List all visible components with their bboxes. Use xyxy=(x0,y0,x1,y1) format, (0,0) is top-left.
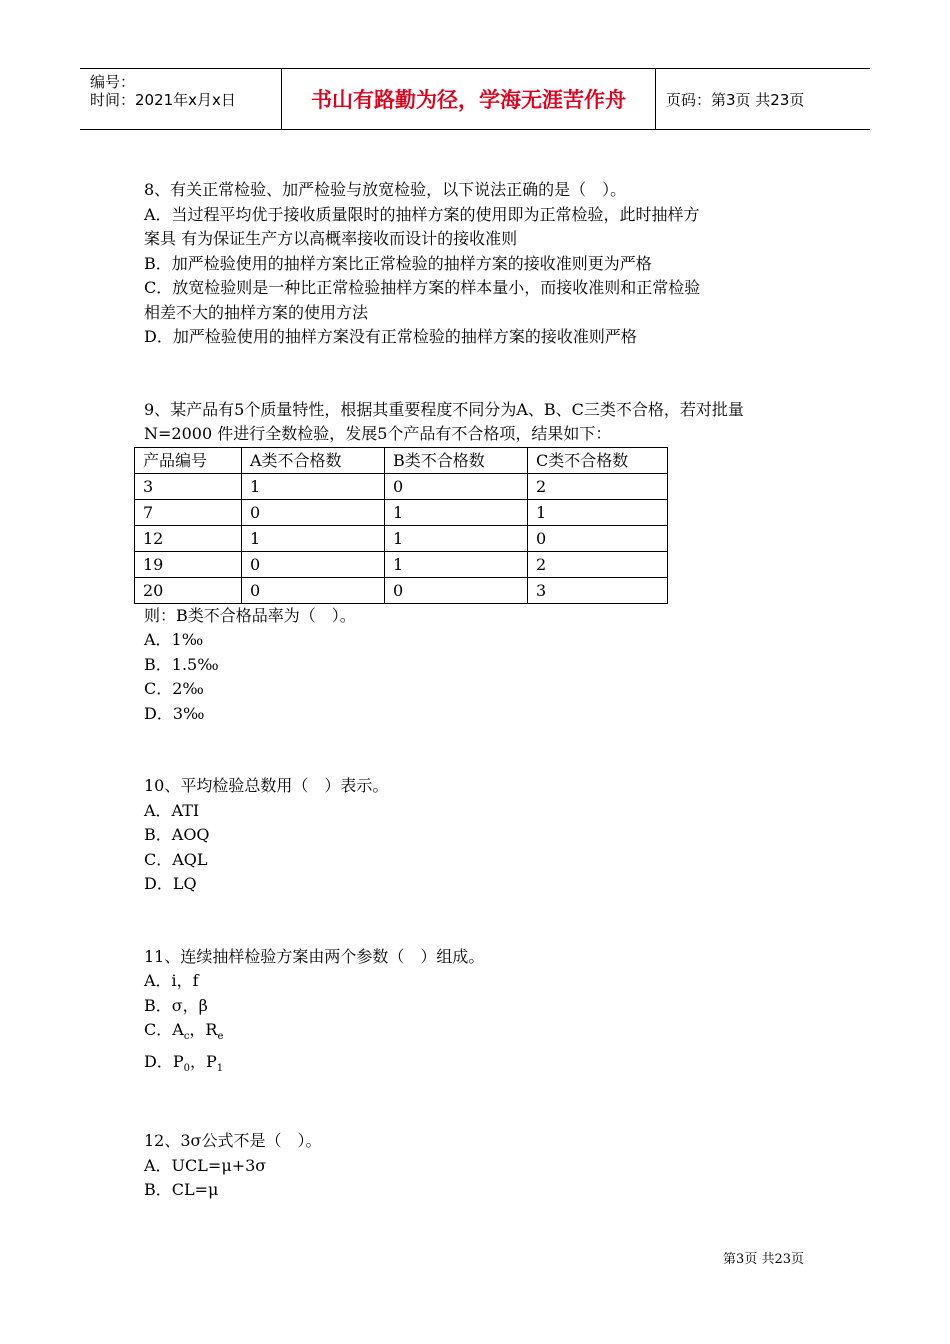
table-cell: 2 xyxy=(528,551,668,577)
table-cell: 3 xyxy=(135,473,242,499)
table-cell: 12 xyxy=(135,525,242,551)
table-header-cell: B类不合格数 xyxy=(385,447,528,473)
q10-option-d: D．LQ xyxy=(144,874,197,893)
q9-stem-line2: N=2000 件进行全数检验，发展5个产品有不合格项，结果如下： xyxy=(144,424,612,443)
q11-d-mid: ，P xyxy=(189,1051,217,1071)
table-cell: 0 xyxy=(528,525,668,551)
document-body xyxy=(144,178,816,1203)
page-footer: 第3页 共23页 xyxy=(723,1252,804,1267)
q9-stem-line1: 9、某产品有5个质量特性，根据其重要程度不同分为A、B、C三类不合格，若对批量 xyxy=(144,399,744,419)
table-row xyxy=(135,499,668,525)
q9-option-d: D．3‰ xyxy=(144,703,205,723)
question-10 xyxy=(144,774,816,897)
q10-option-b: B．AOQ xyxy=(144,825,210,844)
table-header-cell: A类不合格数 xyxy=(242,447,385,473)
q11-c-prefix: C．A xyxy=(144,1020,184,1039)
table-cell: 1 xyxy=(528,499,668,525)
table-cell: 0 xyxy=(242,577,385,603)
q11-c-sub1: c xyxy=(183,1031,190,1043)
q8-option-c-line1: C．放宽检验则是一种比正常检验抽样方案的样本量小，而接收准则和正常检验 xyxy=(144,278,701,297)
time-label: 时间：2021年x月x日 xyxy=(90,91,236,109)
question-11 xyxy=(144,945,816,1082)
table-row xyxy=(135,473,668,499)
q11-option-a: A．i，f xyxy=(144,971,199,990)
q10-stem: 10、平均检验总数用（ ）表示。 xyxy=(144,776,389,795)
number-label: 编号： xyxy=(90,73,136,91)
table-cell: 1 xyxy=(385,551,528,577)
header-page-info: 页码：第3页 共23页 xyxy=(666,90,805,109)
q9-tail: 则：B类不合格品率为（ ）。 xyxy=(144,605,356,625)
q8-stem: 8、有关正常检验、加严检验与放宽检验，以下说法正确的是（ ）。 xyxy=(144,180,627,199)
table-cell: 0 xyxy=(242,499,385,525)
table-row xyxy=(135,551,668,577)
question-9 xyxy=(144,398,816,727)
table-cell: 0 xyxy=(385,577,528,603)
page-header xyxy=(80,68,870,130)
table-row xyxy=(135,577,668,603)
table-cell: 1 xyxy=(385,499,528,525)
table-cell: 0 xyxy=(242,551,385,577)
q11-stem: 11、连续抽样检验方案由两个参数（ ）组成。 xyxy=(144,946,485,966)
q11-c-mid: ，R xyxy=(189,1020,218,1039)
q8-option-a-line1: A．当过程平均优于接收质量限时的抽样方案的使用即为正常检验，此时抽样方 xyxy=(144,204,700,224)
table-cell: 1 xyxy=(385,525,528,551)
q11-c-sub2: e xyxy=(217,1031,224,1043)
q11-option-d xyxy=(144,1050,816,1082)
table-cell: 7 xyxy=(135,499,242,525)
table-header-row xyxy=(135,447,668,473)
q11-d-sub1: 0 xyxy=(183,1062,190,1074)
q10-option-a: A．ATI xyxy=(144,800,200,820)
table-cell: 1 xyxy=(242,525,385,551)
q8-option-a-line2: 案具 有为保证生产方以高概率接收而设计的接收准则 xyxy=(144,229,518,248)
table-cell: 2 xyxy=(528,473,668,499)
table-row xyxy=(135,525,668,551)
q12-option-b: B．CL=μ xyxy=(144,1180,219,1200)
table-cell: 3 xyxy=(528,577,668,603)
q11-d-prefix: D．P xyxy=(144,1051,184,1071)
q11-option-c xyxy=(144,1018,816,1050)
q9-option-c: C．2‰ xyxy=(144,679,204,698)
q11-d-sub2: 1 xyxy=(216,1062,224,1074)
defect-table xyxy=(134,447,668,604)
table-cell: 1 xyxy=(242,473,385,499)
header-motto: 书山有路勤为径，学海无涯苦作舟 xyxy=(281,69,656,129)
q8-option-b: B．加严检验使用的抽样方案比正常检验的抽样方案的接收准则更为严格 xyxy=(144,253,652,273)
table-header-cell: 产品编号 xyxy=(135,447,242,473)
q12-option-a: A．UCL=μ+3σ xyxy=(144,1155,267,1175)
q9-option-b: B．1.5‰ xyxy=(144,654,219,674)
q10-option-c: C．AQL xyxy=(144,849,208,869)
q11-option-b: B．σ，β xyxy=(144,995,208,1015)
q9-option-a: A．1‰ xyxy=(144,630,204,649)
question-12 xyxy=(144,1129,816,1203)
table-header-cell: C类不合格数 xyxy=(528,447,668,473)
table-cell: 20 xyxy=(135,577,242,603)
q8-option-d: D．加严检验使用的抽样方案没有正常检验的抽样方案的接收准则严格 xyxy=(144,327,637,346)
table-cell: 19 xyxy=(135,551,242,577)
table-cell: 0 xyxy=(385,473,528,499)
q12-stem: 12、3σ公式不是（ ）。 xyxy=(144,1131,322,1151)
q8-option-c-line2: 相差不大的抽样方案的使用方法 xyxy=(144,302,369,322)
question-8 xyxy=(144,178,816,350)
header-left xyxy=(80,69,280,129)
